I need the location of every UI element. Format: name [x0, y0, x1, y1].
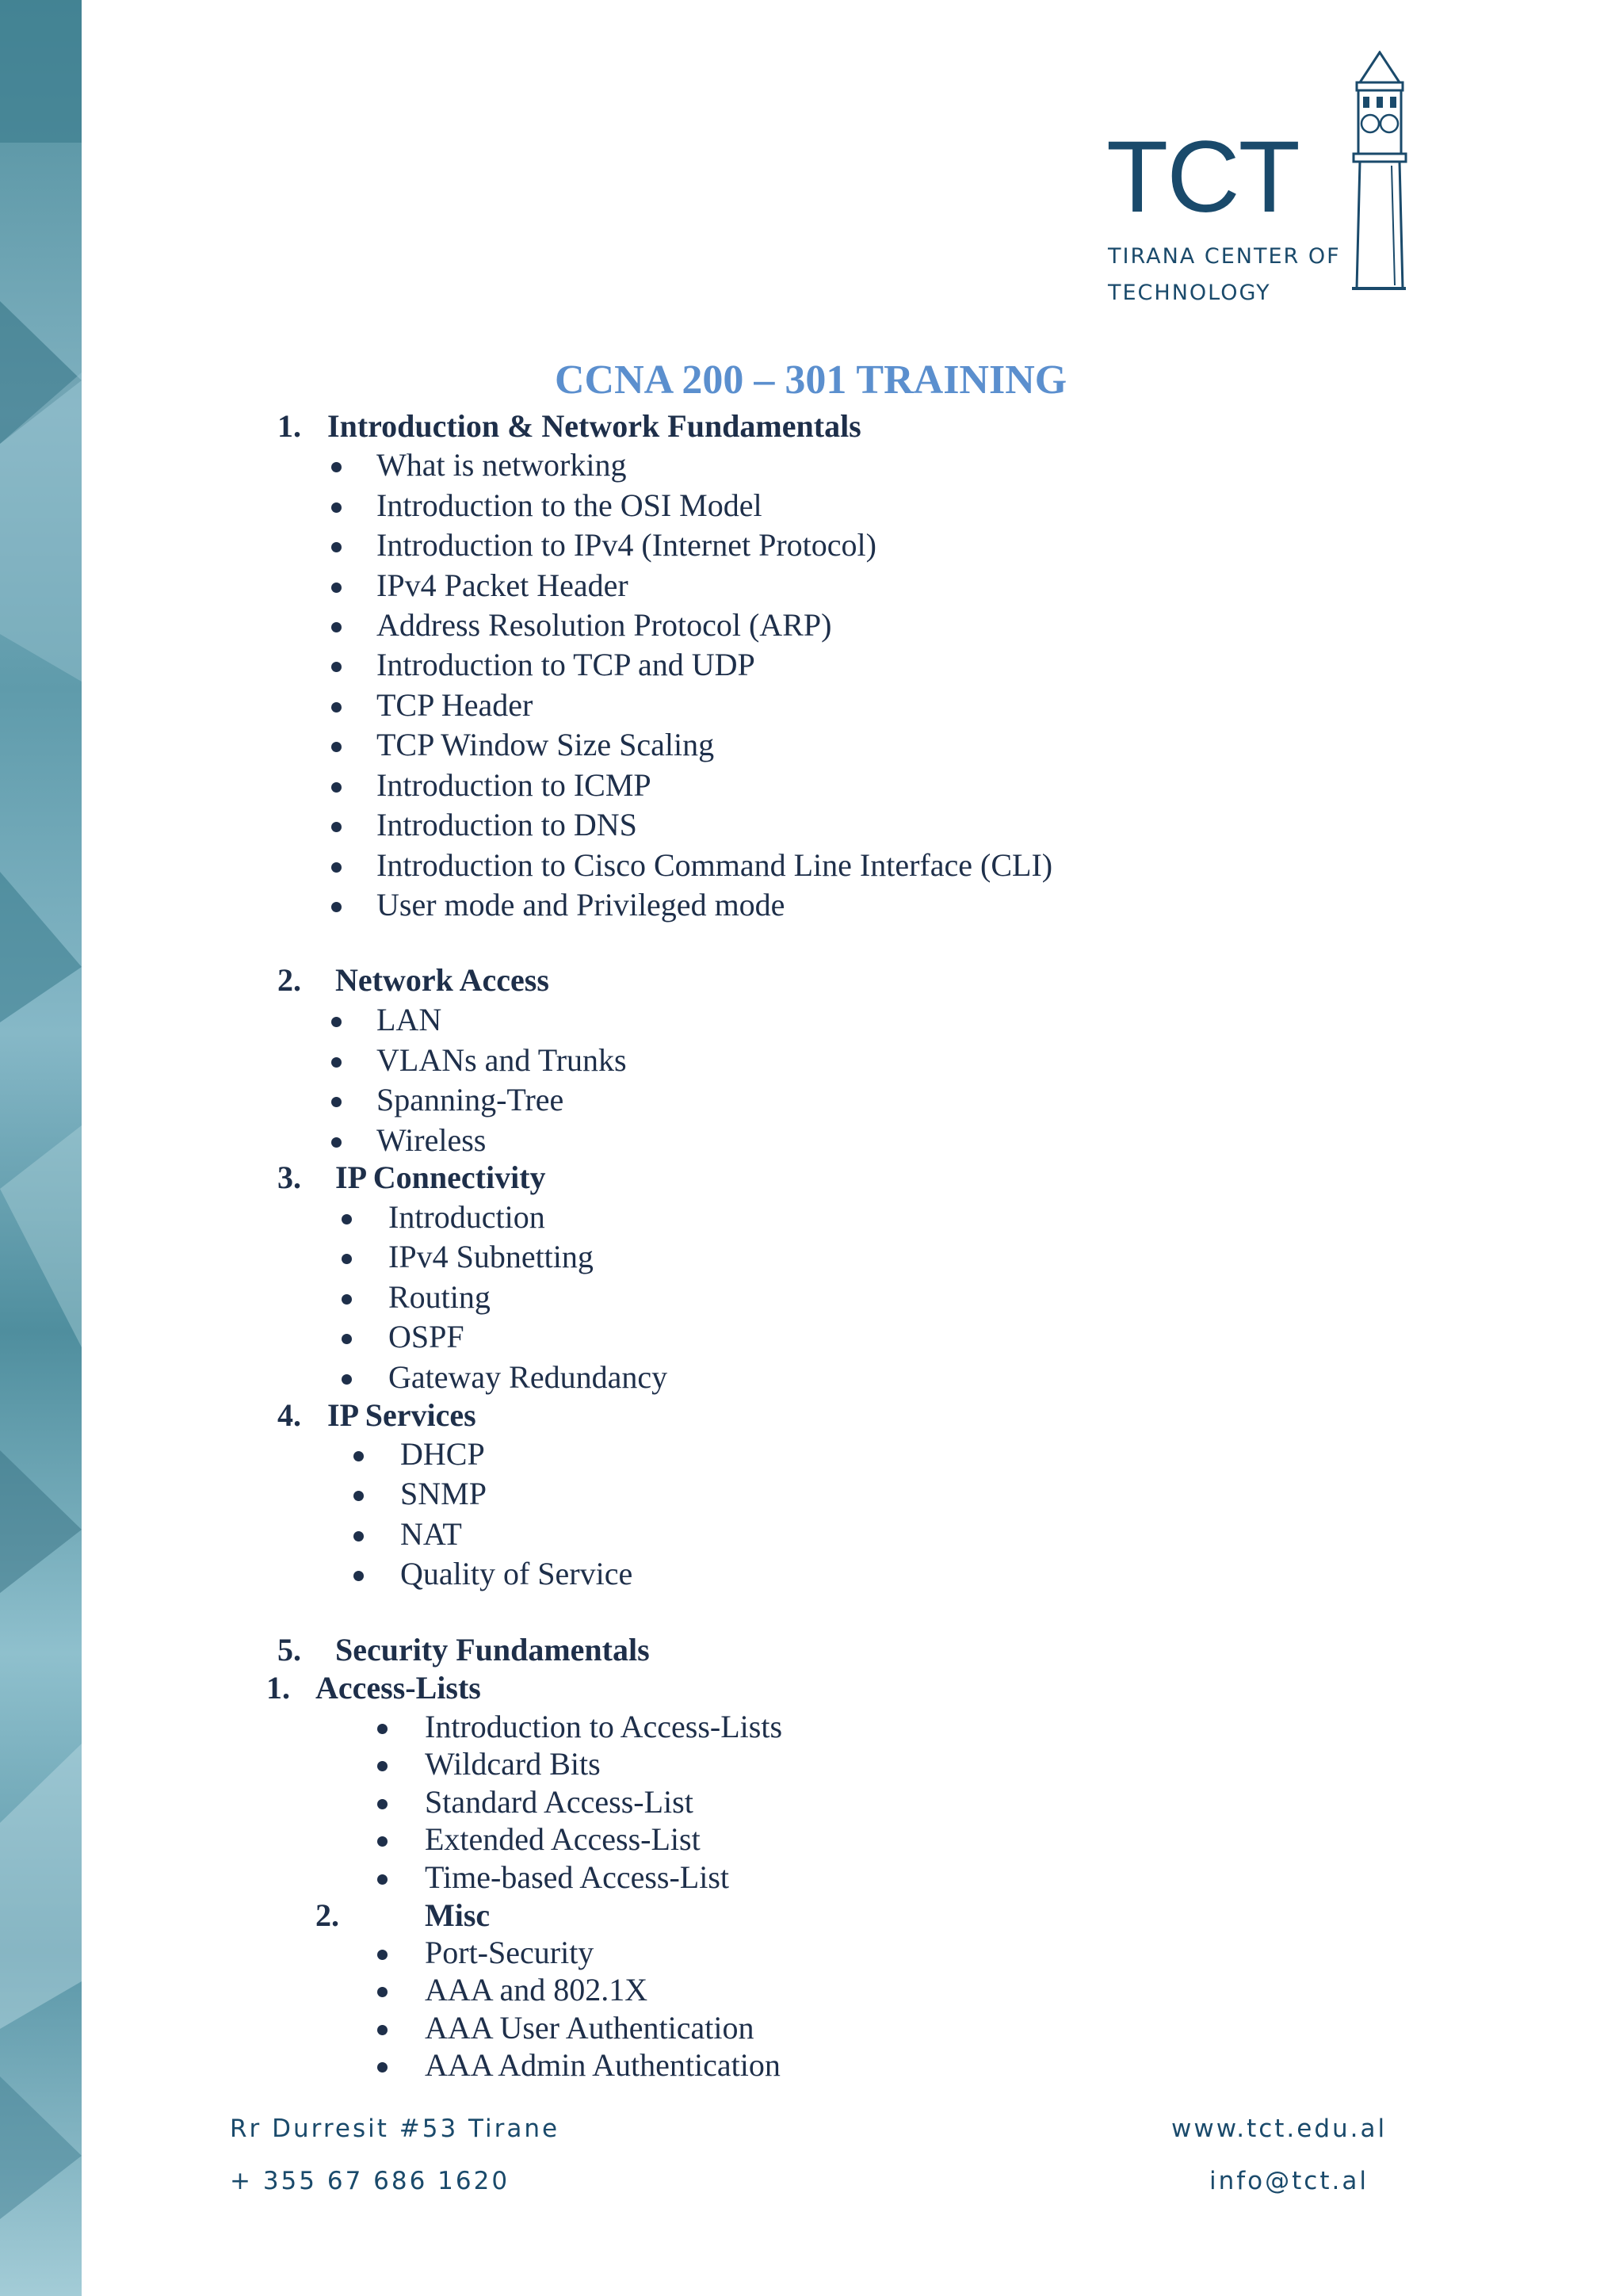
bullet-icon [331, 702, 342, 712]
list-item: Introduction [388, 1199, 545, 1235]
bullet-icon [353, 1451, 364, 1461]
section-2-number: 2. [277, 962, 301, 998]
bullet-icon [331, 542, 342, 552]
list-item: Introduction to Cisco Command Line Interface (CLI) [376, 847, 1053, 883]
bullet-icon [331, 822, 342, 832]
list-item: Introduction to ICMP [376, 767, 651, 803]
list-item: AAA User Authentication [425, 2010, 754, 2046]
footer-address: Rr Durresit #53 Tirane [230, 2115, 560, 2143]
list-item: Port-Security [425, 1935, 594, 1970]
section-4-number: 4. [277, 1397, 301, 1433]
section-2-title: Network Access [335, 962, 549, 998]
list-item: NAT [400, 1516, 462, 1552]
list-item: IPv4 Packet Header [376, 567, 628, 603]
bullet-icon [331, 622, 342, 632]
bullet-icon [331, 742, 342, 752]
bullet-icon [331, 583, 342, 593]
list-item: AAA Admin Authentication [425, 2047, 781, 2083]
bullet-icon [331, 862, 342, 873]
bullet-icon [342, 1374, 352, 1385]
list-item: IPv4 Subnetting [388, 1239, 594, 1274]
bullet-icon [353, 1491, 364, 1501]
section-1-title: Introduction & Network Fundamentals [327, 408, 861, 444]
footer-phone: + 355 67 686 1620 [230, 2167, 510, 2195]
bullet-icon [331, 502, 342, 513]
bullet-icon [342, 1294, 352, 1305]
section-1-number: 1. [277, 408, 301, 444]
bullet-icon [377, 1987, 388, 1997]
subsection-2-number: 2. [315, 1897, 339, 1933]
list-item: AAA and 802.1X [425, 1972, 648, 2008]
list-item: What is networking [376, 447, 627, 483]
list-item: VLANs and Trunks [376, 1042, 627, 1078]
bullet-icon [331, 902, 342, 912]
bullet-icon [342, 1214, 352, 1224]
list-item: Wildcard Bits [425, 1746, 601, 1782]
list-item: Address Resolution Protocol (ARP) [376, 607, 832, 643]
logo-subtitle-line2: TECHNOLOGY [1108, 281, 1271, 305]
list-item: Quality of Service [400, 1556, 633, 1591]
list-item: TCP Window Size Scaling [376, 727, 715, 762]
bullet-icon [377, 1836, 388, 1847]
list-item: Routing [388, 1279, 491, 1315]
bullet-icon [331, 1057, 342, 1068]
bullet-icon [342, 1254, 352, 1264]
list-item: Gateway Redundancy [388, 1359, 668, 1395]
list-item: Introduction to DNS [376, 807, 637, 842]
bullet-icon [377, 1799, 388, 1809]
page-title: CCNA 200 – 301 TRAINING [555, 357, 1067, 403]
bullet-icon [377, 1761, 388, 1771]
list-item: Introduction to IPv4 (Internet Protocol) [376, 527, 876, 563]
bullet-icon [331, 1097, 342, 1107]
section-5-title: Security Fundamentals [335, 1632, 650, 1668]
bullet-icon [331, 1137, 342, 1148]
bullet-icon [377, 1874, 388, 1885]
section-3-number: 3. [277, 1159, 301, 1195]
list-item: Standard Access-List [425, 1784, 693, 1820]
list-item: SNMP [400, 1476, 487, 1511]
logo-name: TCT [1106, 120, 1299, 234]
tct-logo [1106, 54, 1423, 315]
side-decoration [0, 0, 82, 2296]
bullet-icon [331, 462, 342, 472]
logo-subtitle-line1: TIRANA CENTER OF [1108, 244, 1341, 269]
section-5-number: 5. [277, 1632, 301, 1668]
bullet-icon [377, 1724, 388, 1734]
list-item: Introduction to the OSI Model [376, 487, 762, 523]
list-item: Introduction to Access-Lists [425, 1709, 783, 1744]
section-4-title: IP Services [327, 1397, 476, 1433]
bullet-icon [377, 2062, 388, 2073]
bullet-icon [342, 1334, 352, 1344]
list-item: OSPF [388, 1319, 464, 1354]
list-item: Extended Access-List [425, 1821, 701, 1857]
clock-tower-icon [1336, 51, 1423, 298]
list-item: Time-based Access-List [425, 1859, 730, 1895]
subsection-2-title: Misc [425, 1897, 491, 1933]
footer-email[interactable]: info@tct.al [1209, 2167, 1369, 2195]
footer-website[interactable]: www.tct.edu.al [1171, 2115, 1388, 2143]
bullet-icon [331, 1017, 342, 1027]
section-3-title: IP Connectivity [335, 1159, 546, 1195]
subsection-1-number: 1. [266, 1670, 290, 1706]
list-item: LAN [376, 1002, 442, 1037]
list-item: Wireless [376, 1122, 487, 1158]
subsection-1-title: Access-Lists [315, 1670, 481, 1706]
list-item: TCP Header [376, 687, 533, 723]
bullet-icon [377, 2025, 388, 2035]
bullet-icon [353, 1531, 364, 1541]
bullet-icon [331, 662, 342, 672]
list-item: User mode and Privileged mode [376, 887, 785, 923]
bullet-icon [377, 1950, 388, 1960]
list-item: Introduction to TCP and UDP [376, 647, 755, 682]
list-item: Spanning-Tree [376, 1082, 564, 1117]
bullet-icon [353, 1571, 364, 1581]
bullet-icon [331, 782, 342, 793]
list-item: DHCP [400, 1436, 485, 1472]
